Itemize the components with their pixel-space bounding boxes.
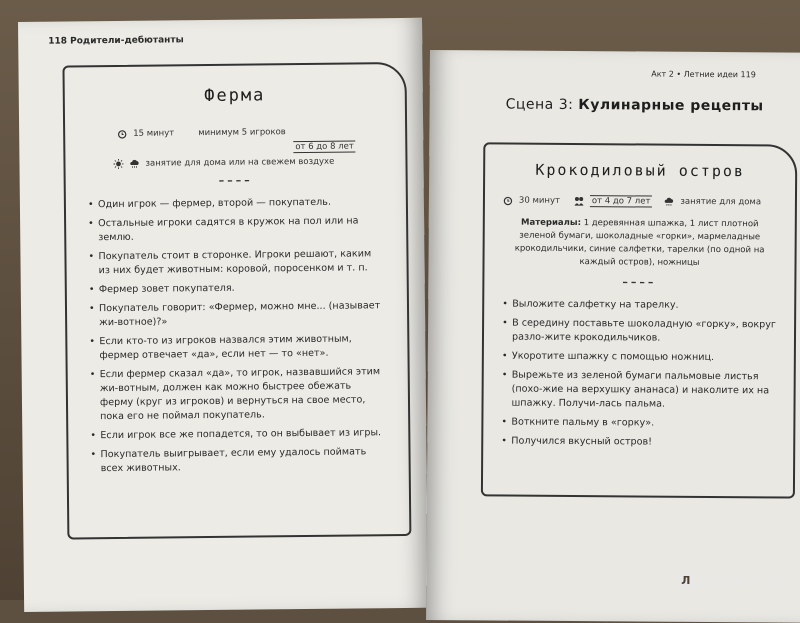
list-item: • Остальные игроки садятся в кружок на пол или на землю. [88, 214, 384, 245]
list-item: • Получился вкусный остров! [501, 435, 779, 451]
list-item: • Укоротите шпажку с помощью ножниц. [502, 350, 780, 366]
labirint-watermark [679, 572, 786, 590]
time-value: 30 минут [518, 195, 560, 206]
list-item: • Покупатель стоит в сторонке. Игроки решают, каким из них будет животным: коровой, поросенком и т. п. [88, 247, 384, 278]
card-meta-row-2 [113, 156, 405, 169]
sun-icon [113, 159, 123, 169]
list-item: • Если игрок все же попадется, то он выбывает из игры. [90, 426, 386, 443]
crocodile-island-card [481, 142, 797, 498]
list-item: • Один игрок — фермер, второй — покупатель. [88, 195, 384, 212]
list-item: • Вырежьте из зеленой бумаги пальмовые листья (похо-жие на верхушку ананаса) и наколите их на шпажку. Получи-лась пальма. [501, 369, 779, 413]
card-separator: –––– [218, 173, 253, 187]
age-value: от 6 до 8 лет [293, 140, 356, 153]
card-meta-row-1 [117, 126, 405, 139]
materials-block [502, 217, 776, 271]
list-item: • Если фермер сказал «да», то игрок, назвавшийся этим жи-вотным, должен как можно быстрее обежать ферму (круг из игроков) и вернуться на свое место, пока его не поймал покупатель. [90, 365, 387, 424]
card-meta-age [293, 140, 405, 153]
labirint-logo-text: абиринт.ру [696, 572, 786, 590]
list-item: • Фермер зовет покупателя. [89, 280, 385, 297]
rain-cloud-icon [664, 197, 674, 207]
list-item: • Покупатель выигрывает, если ему удалось поймать всех животных. [90, 445, 386, 476]
alarm-clock-icon [503, 196, 513, 206]
materials-text: 1 деревянная шпажка, 1 лист плотной зеленой бумаги, шоколадные «горки», мармеладные крокодильчики, синие салфетки, тарелки (по одной на каждый остров), ножницы [514, 218, 765, 268]
place-value: занятие для дома [680, 196, 762, 208]
recipe-steps-list [501, 298, 780, 451]
left-page [18, 18, 428, 612]
scene-heading [506, 97, 764, 115]
list-item: • Покупатель говорит: «Фермер, можно мне... (называет жи-вотное)?» [89, 299, 385, 330]
farm-game-card [62, 62, 411, 540]
scene-prefix: Сцена 3: [505, 96, 574, 114]
place-value: занятие для дома или на свежем воздухе [145, 156, 335, 169]
list-item: • Если кто-то из игроков назвался этим животным, фермер отвечает «да», если нет — то «нет». [89, 332, 385, 363]
list-item: • Выложите салфетку на тарелку. [502, 298, 780, 314]
left-running-head: 118 Родители-дебютанты [48, 35, 184, 47]
labirint-logo-mark: Л [679, 574, 693, 588]
alarm-clock-icon [117, 129, 127, 139]
card-title: Крокодиловый остров [535, 160, 746, 181]
right-running-head: Акт 2 • Летние идеи 119 [651, 69, 756, 80]
card-title: Ферма [204, 85, 266, 107]
time-value: 15 минут [133, 128, 175, 139]
list-item: • В середину поставьте шоколадную «горку», вокруг разло-жите крокодильчиков. [502, 317, 780, 347]
rain-cloud-icon [129, 159, 139, 169]
card-separator: –––– [622, 275, 657, 289]
right-page [426, 50, 800, 623]
list-item: • Воткните пальму в «горку». [501, 416, 779, 432]
materials-label: Материалы: [520, 217, 582, 229]
rules-list [88, 195, 387, 476]
kids-icon [574, 196, 584, 206]
card-meta-row [503, 195, 795, 209]
scene-title: Кулинарные рецепты [578, 97, 764, 115]
players-value: минимум 5 игроков [198, 127, 286, 139]
age-value: от 4 до 7 лет [590, 195, 653, 207]
